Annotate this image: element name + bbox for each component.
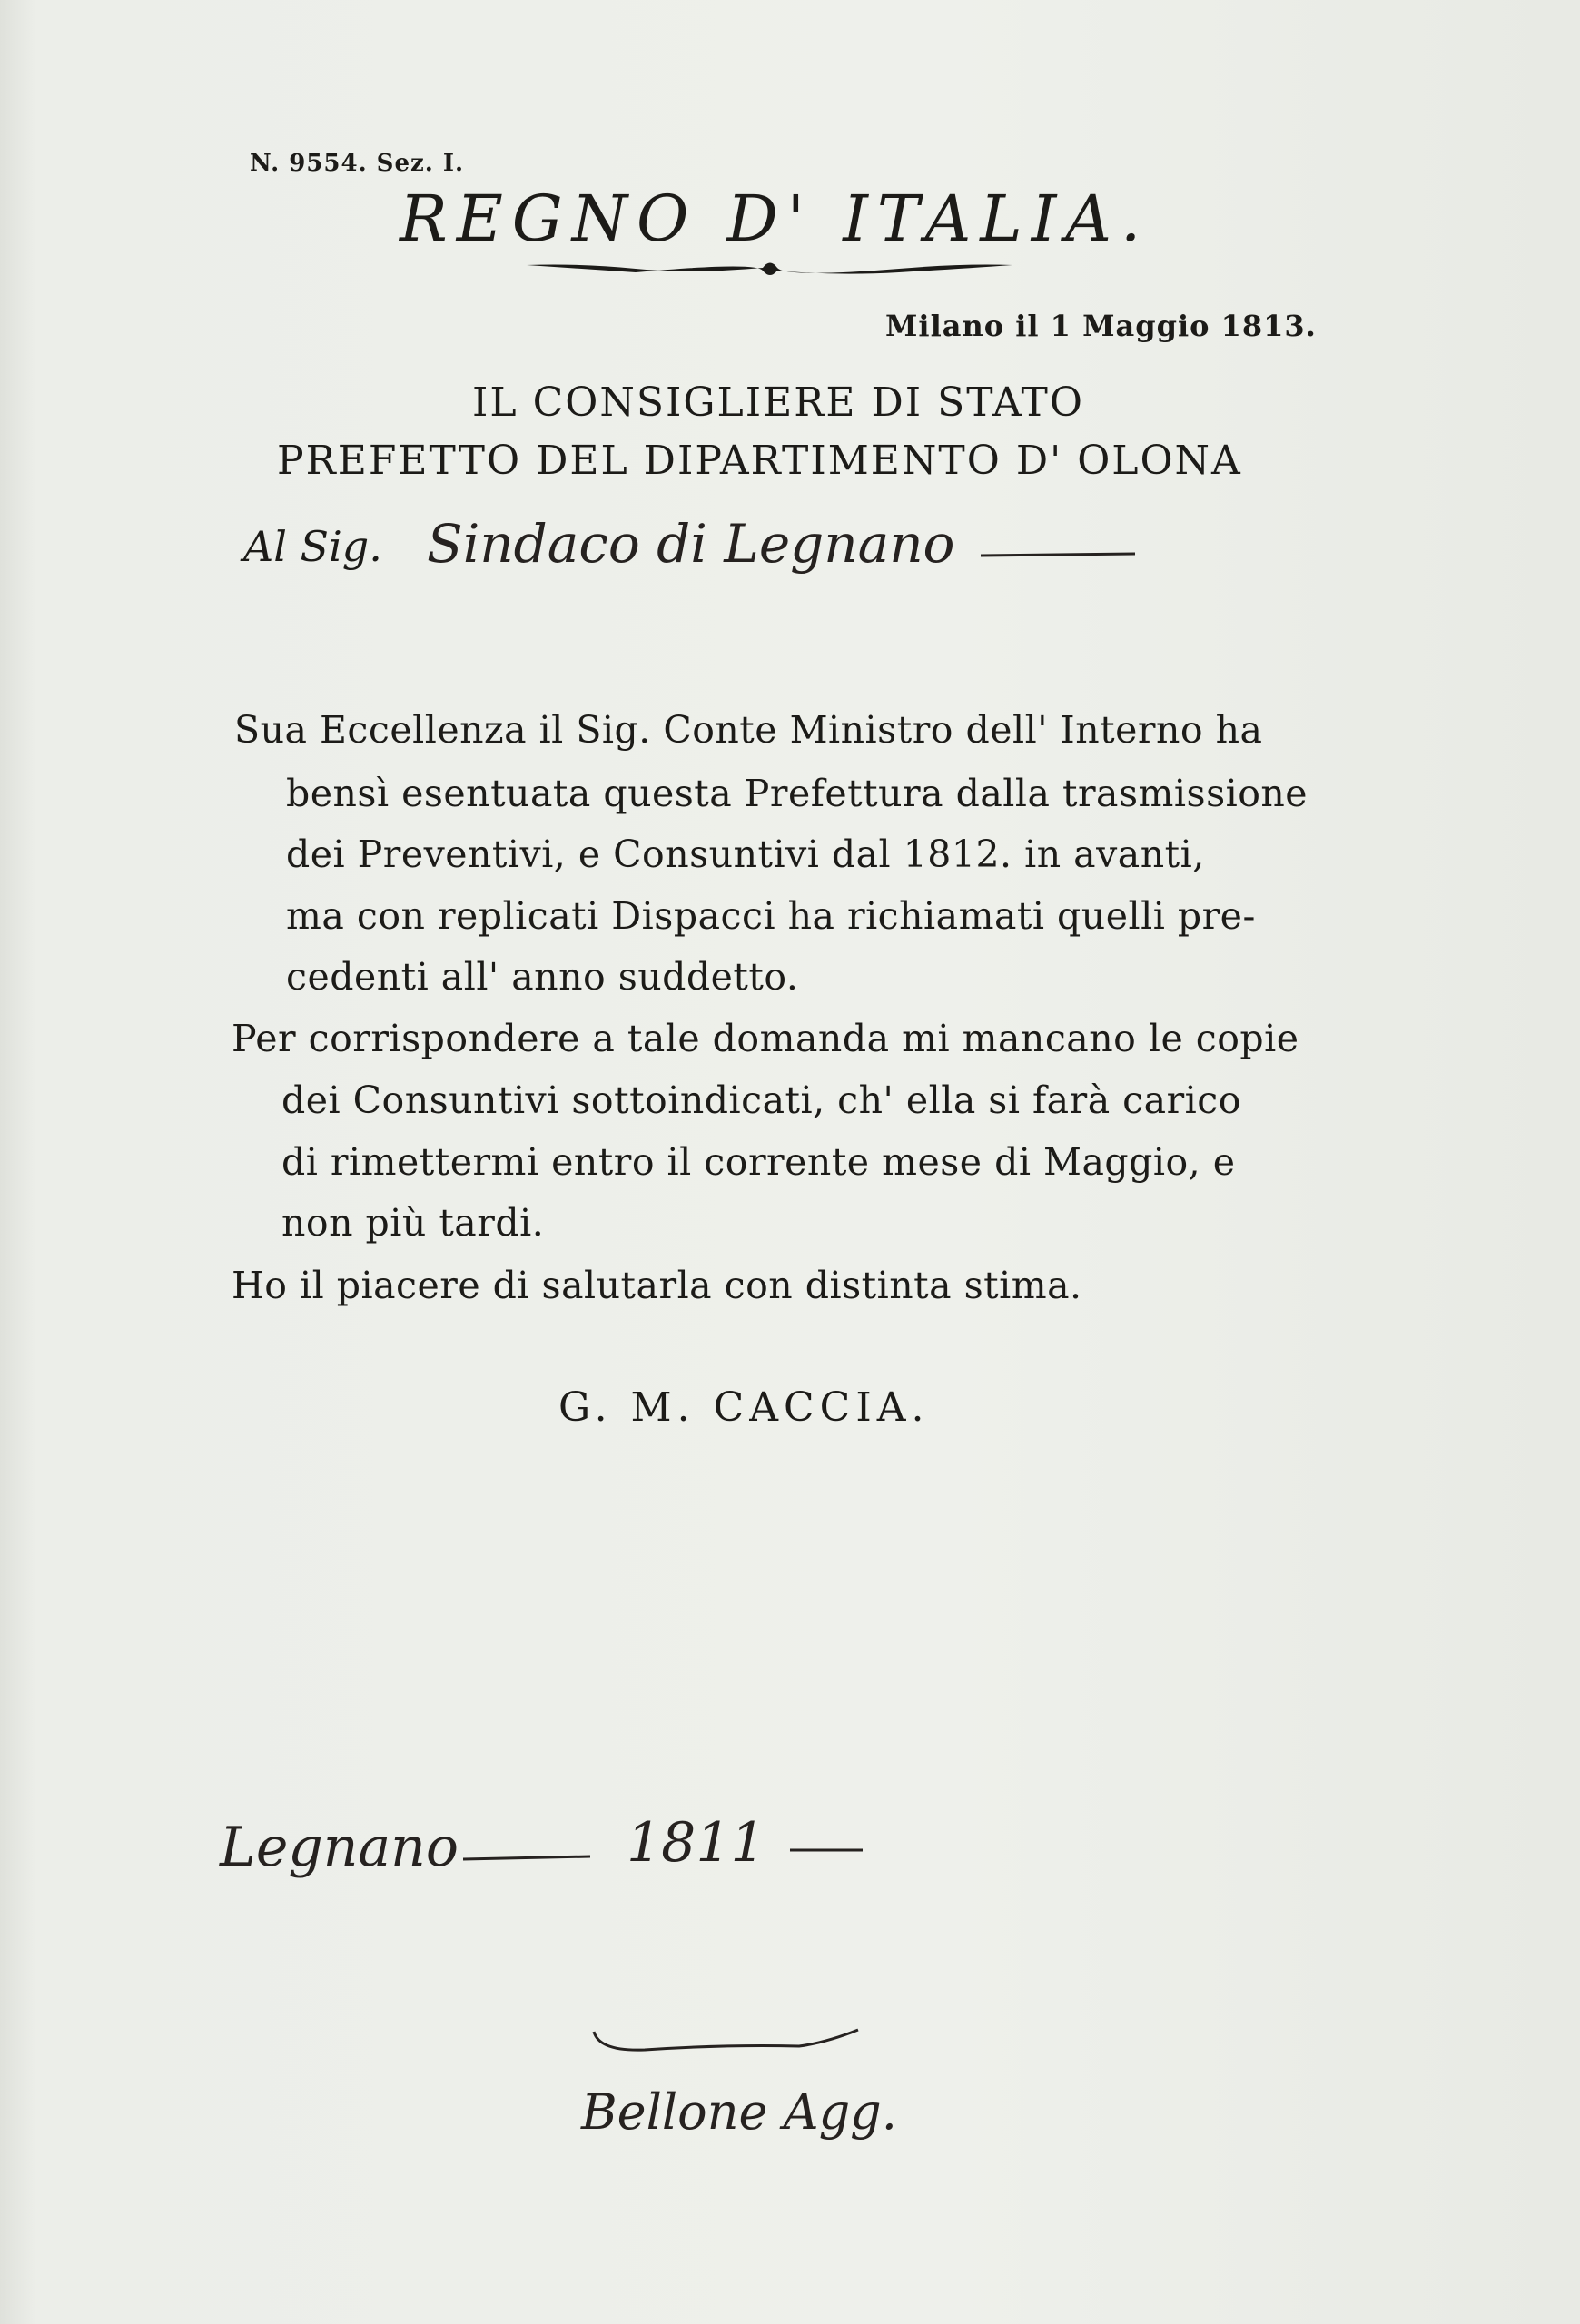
sender-title-line2: PREFETTO DEL DIPARTIMENTO D' OLONA (277, 438, 1242, 484)
recipient-handwritten: Sindaco di Legnano (427, 513, 955, 575)
body-paragraph2-line4: non più tardi. (281, 1201, 545, 1245)
annotation-dash-right (790, 1843, 863, 1857)
body-paragraph1-line2: bensì esentuata questa Prefettura dalla trasmissione (286, 772, 1308, 815)
annotation-dash-left (463, 1850, 590, 1865)
body-paragraph2-line3: di rimettermi entro il corrente mese di Maggio, e (281, 1140, 1236, 1184)
recipient-prefix: Al Sig. (243, 522, 382, 571)
signature-flourish (590, 2024, 863, 2070)
recipient-underline (981, 545, 1135, 563)
body-paragraph1-line4: ma con replicati Dispacci ha richiamati quelli pre- (286, 894, 1256, 938)
handwritten-signature: Bellone Agg. (581, 2083, 897, 2141)
body-paragraph1-line1: Sua Eccellenza il Sig. Conte Ministro dell' Interno ha (234, 708, 1263, 752)
annotation-place: Legnano (220, 1816, 459, 1879)
annotation-year: 1811 (627, 1811, 765, 1875)
ornamental-rule (527, 256, 1012, 280)
body-paragraph1-line5: cedenti all' anno suddetto. (286, 955, 799, 999)
body-paragraph2-line2: dei Consuntivi sottoindicati, ch' ella si farà carico (281, 1078, 1241, 1122)
letter-date: Milano il 1 Maggio 1813. (885, 309, 1317, 343)
protocol-number: N. 9554. Sez. I. (250, 150, 465, 177)
kingdom-heading: REGNO D' ITALIA. (400, 182, 1150, 256)
signer-name: G. M. CACCIA. (558, 1384, 930, 1431)
body-paragraph2-line1: Per corrispondere a tale domanda mi mancano le copie (232, 1017, 1299, 1060)
body-paragraph1-line3: dei Preventivi, e Consuntivi dal 1812. in avanti, (286, 832, 1205, 876)
closing-line: Ho il piacere di salutarla con distinta stima. (232, 1264, 1082, 1307)
sender-title-line1: IL CONSIGLIERE DI STATO (472, 379, 1084, 426)
